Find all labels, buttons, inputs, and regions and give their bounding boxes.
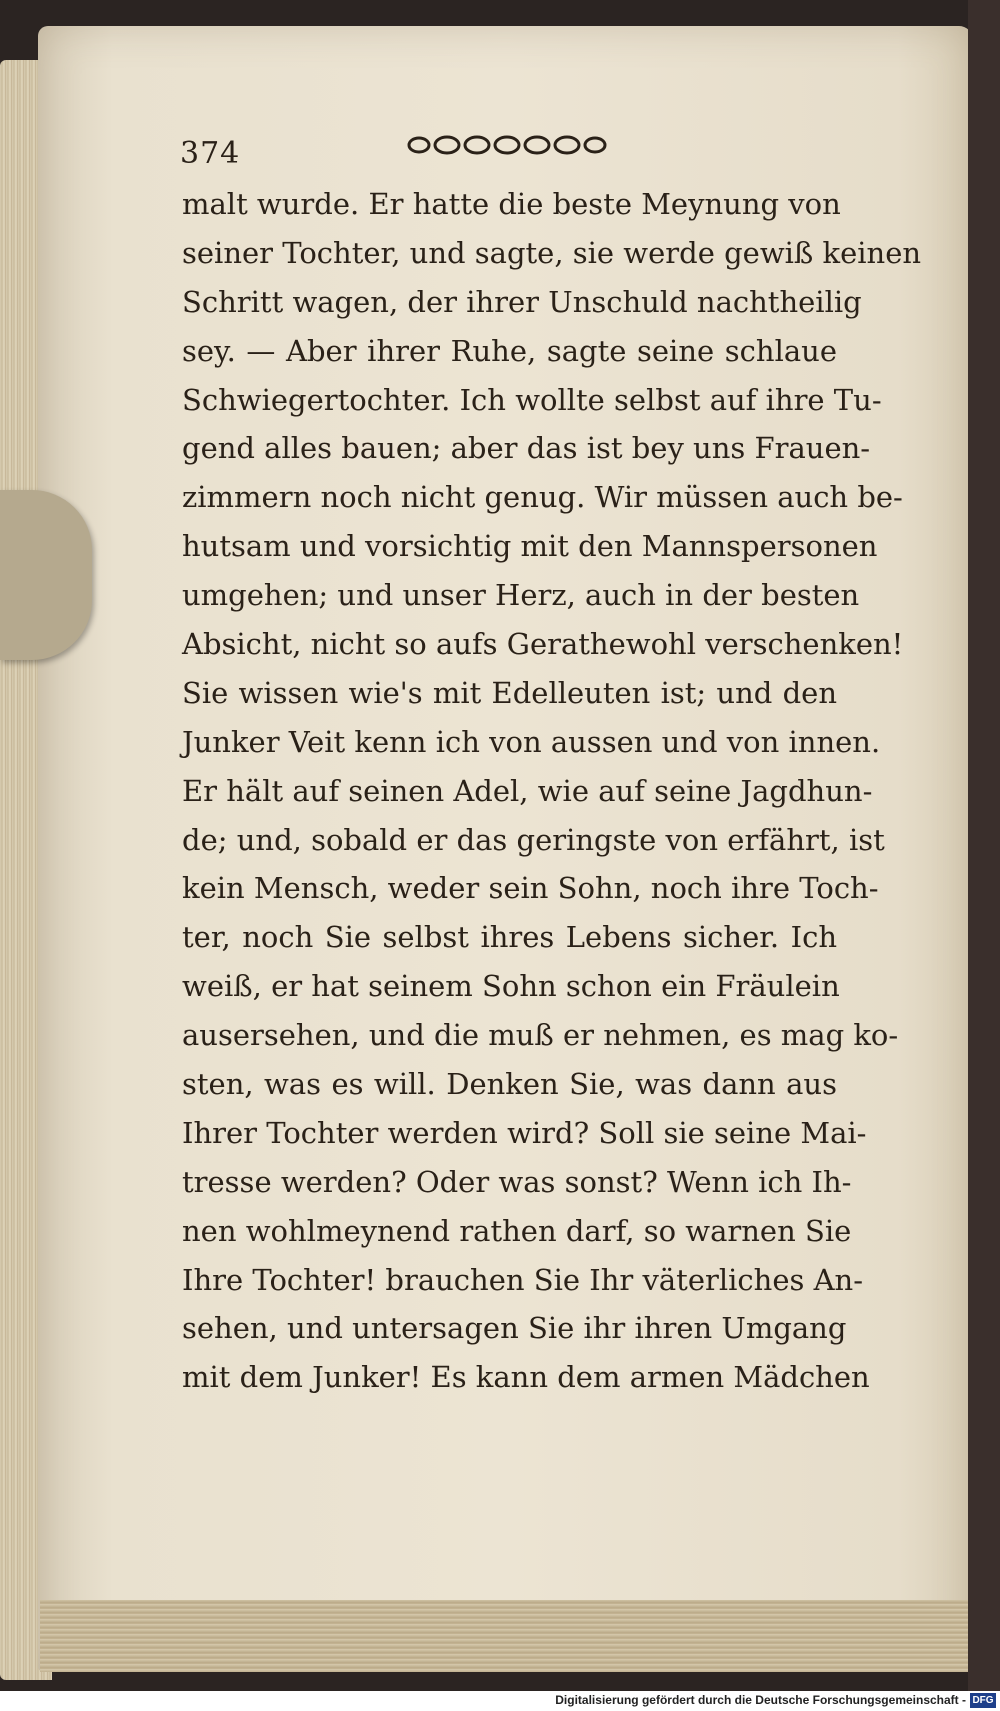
body-text — [182, 180, 922, 1402]
text-line: weiß, er hat seinem Sohn schon ein Fräulein — [182, 969, 840, 1004]
text-line: Schritt wagen, der ihrer Unschuld nachtheilig — [182, 284, 862, 319]
text-line: Ihrer Tochter werden wird? Soll sie seine Mai- — [182, 1115, 867, 1150]
text-line: gend alles bauen; aber das ist bey uns Frauen- — [182, 431, 871, 466]
text-line: ausersehen, und die muß er nehmen, es mag ko- — [182, 1018, 899, 1053]
text-line: zimmern noch nicht genug. Wir müssen auch be- — [182, 480, 903, 515]
text-line: Sie wissen wie's mit Edelleuten ist; und den — [182, 675, 837, 710]
text-line: sten, was es will. Denken Sie, was dann aus — [182, 1067, 837, 1102]
text-line: mit dem Junker! Es kann dem armen Mädchen — [182, 1360, 870, 1395]
text-line: Ihre Tochter! brauchen Sie Ihr väterliches An- — [182, 1262, 864, 1297]
text-line: kein Mensch, weder sein Sohn, noch ihre Toch- — [182, 871, 879, 906]
text-line: malt wurde. Er hatte die beste Meynung von — [182, 187, 841, 221]
text-line: nen wohlmeynend rathen darf, so warnen Sie — [182, 1213, 852, 1248]
page-number: 374 — [180, 136, 241, 171]
right-binding-edge — [968, 0, 1000, 1711]
text-line: Absicht, nicht so aufs Gerathewohl verschenken! — [182, 627, 904, 662]
book-bottom-edges — [40, 1600, 1000, 1672]
text-line: tresse werden? Oder was sonst? Wenn ich Ih- — [182, 1164, 852, 1199]
dfg-logo: DFG — [970, 1693, 996, 1708]
text-line: de; und, sobald er das geringste von erfährt, ist — [182, 822, 885, 857]
text-line: sehen, und untersagen Sie ihr ihren Umgang — [182, 1311, 847, 1346]
text-line: sey. — Aber ihrer Ruhe, sagte seine schlaue — [182, 333, 837, 368]
text-line: Er hält auf seinen Adel, wie auf seine Jagdhun- — [182, 773, 873, 808]
footer-credit: Digitalisierung gefördert durch die Deutsche Forschungsgemeinschaft - — [555, 1693, 966, 1707]
bookmark-tab — [0, 490, 92, 660]
header-ornament — [405, 132, 611, 158]
text-line: Schwiegertochter. Ich wollte selbst auf ihre Tu- — [182, 382, 882, 417]
text-line: seiner Tochter, und sagte, sie werde gewiß keinen — [182, 235, 922, 270]
text-line: umgehen; und unser Herz, auch in der besten — [182, 578, 860, 613]
text-line: hutsam und vorsichtig mit den Mannspersonen — [182, 529, 878, 564]
text-line: Junker Veit kenn ich von aussen und von innen. — [182, 724, 881, 759]
text-line: ter, noch Sie selbst ihres Lebens sicher. Ich — [182, 920, 837, 955]
